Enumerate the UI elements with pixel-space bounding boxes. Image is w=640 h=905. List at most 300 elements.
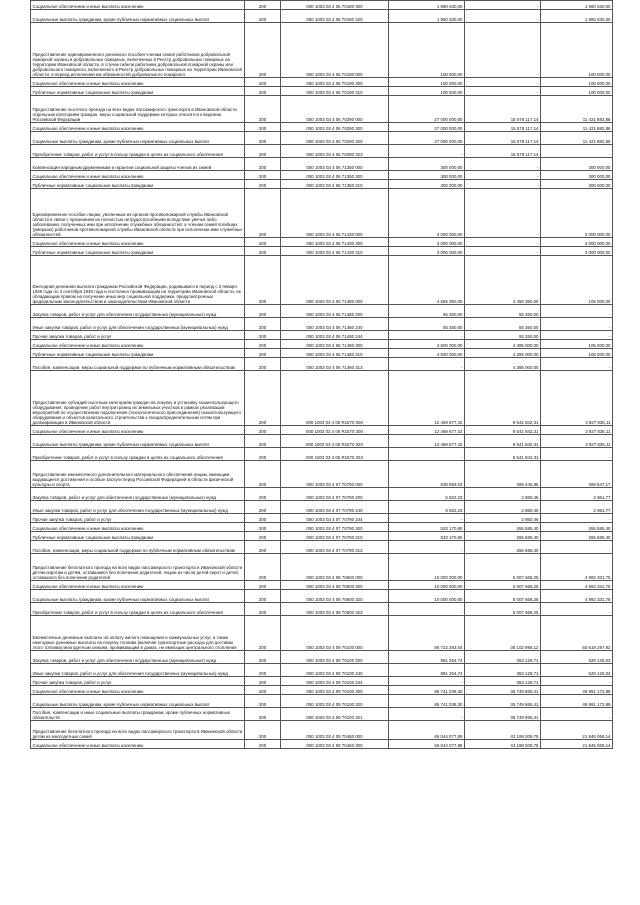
row-classification-code: 000 1003 03 4 07 70790 240	[281, 501, 389, 514]
row-code: 200	[245, 708, 281, 721]
row-executed-amount: 15 578 117,14	[465, 96, 541, 123]
row-classification-code: 000 1003 03 4 06 70190 000	[281, 23, 389, 78]
row-approved-amount: 10 000 000,00	[389, 554, 465, 581]
table-row	[31, 349, 613, 358]
row-classification-code: 000 1003 03 4 06 70290 320	[281, 132, 389, 145]
row-classification-code: 000 1003 03 4 06 71430 000	[281, 189, 389, 238]
row-name: Прочая закупка товаров, работ и услуг	[31, 677, 245, 686]
row-name: Публичные нормативные социальные выплаты гражданам	[31, 180, 245, 189]
row-remaining-amount: 105 000,00	[541, 349, 613, 358]
row-approved-amount: -	[389, 358, 465, 371]
row-executed-amount: 4 450 350,00	[465, 256, 541, 305]
row-classification-code: 000 1003 03 4 07 70790 200	[281, 488, 389, 501]
row-remaining-amount: 21 846 068,14	[541, 721, 613, 740]
row-classification-code: 000 1003 03 4 09 70100 320	[281, 695, 389, 708]
row-executed-amount: 353 129,71	[465, 677, 541, 686]
row-classification-code: 000 1003 03 4 06 70190 300	[281, 78, 389, 87]
row-remaining-amount: -	[541, 603, 613, 616]
row-code: 200	[245, 158, 281, 171]
row-name: Ежегодная денежная выплата гражданам Российской Федерации, родившимся в период с 3 января 1928 года по 3 сентября 1945 года и постоянно проживающим на территории Ивановской области, не обладающим правом на получение иных мер социальной поддержки, предусмотренных федеральным законодательством и законодательством Ивановской области	[31, 256, 245, 305]
table-row	[31, 180, 613, 189]
row-name: Пособия, компенсации и иные социальные выплаты гражданам, кроме публичных нормативных обязательств	[31, 708, 245, 721]
row-code: 200	[245, 132, 281, 145]
row-code: 200	[245, 721, 281, 740]
row-name: Компенсация народным дружинникам и гарантии социальной защиты членов их семей	[31, 158, 245, 171]
row-approved-amount: 10 000 000,00	[389, 581, 465, 590]
row-name: Социальные выплаты гражданам, кроме публичных нормативных социальных выплат	[31, 695, 245, 708]
table-row	[31, 238, 613, 247]
row-code: 200	[245, 461, 281, 488]
row-approved-amount: 27 000 000,00	[389, 96, 465, 123]
row-remaining-amount: -	[541, 331, 613, 340]
row-executed-amount: 35 749 865,41	[465, 686, 541, 695]
row-approved-amount: 300 000,00	[389, 158, 465, 171]
budget-execution-table	[30, 0, 613, 749]
row-name: Социальное обеспечение и иные выплаты населению	[31, 523, 245, 532]
row-executed-amount: 8 541 842,31	[465, 435, 541, 448]
row-executed-amount: -	[465, 1, 541, 10]
table-row	[31, 305, 613, 318]
row-name: Социальные выплаты гражданам, кроме публичных нормативных социальных выплат	[31, 435, 245, 448]
row-remaining-amount: -	[541, 514, 613, 523]
row-approved-amount: 86 722 293,04	[389, 616, 465, 651]
table-row	[31, 247, 613, 256]
row-approved-amount: 3 000 000,00	[389, 238, 465, 247]
row-executed-amount: 2 860,46	[465, 514, 541, 523]
row-remaining-amount: 100 000,00	[541, 78, 613, 87]
row-approved-amount: 1 960 630,00	[389, 1, 465, 10]
row-executed-amount: 8 541 842,31	[465, 426, 541, 435]
row-approved-amount: 85 741 038,30	[389, 686, 465, 695]
row-classification-code: 000 1003 03 4 09 70100 000	[281, 616, 389, 651]
row-classification-code: 000 1003 03 4 06 R1570 000	[281, 371, 389, 426]
table-row	[31, 171, 613, 180]
row-remaining-amount: 2 961,77	[541, 501, 613, 514]
table-row	[31, 523, 613, 532]
row-approved-amount: 100 000,00	[389, 87, 465, 96]
table-row	[31, 501, 613, 514]
row-remaining-amount: -	[541, 305, 613, 318]
row-approved-amount: 533 170,80	[389, 532, 465, 541]
row-remaining-amount: -	[541, 145, 613, 158]
table-row	[31, 708, 613, 721]
row-classification-code: 000 1003 03 4 09 70460 300	[281, 740, 389, 749]
table-row	[31, 448, 613, 461]
row-approved-amount: 27 000 000,00	[389, 132, 465, 145]
row-name: Социальные выплаты гражданам, кроме публичных нормативных социальных выплат	[31, 132, 245, 145]
table-row	[31, 541, 613, 554]
table-row	[31, 96, 613, 123]
row-executed-amount: -	[465, 189, 541, 238]
row-classification-code: 000 1003 03 4 07 70790 244	[281, 514, 389, 523]
row-approved-amount: 538 993,03	[389, 461, 465, 488]
row-approved-amount: 12 469 677,42	[389, 435, 465, 448]
row-name: Закупка товаров, работ и услуг для обеспечения государственных (муниципальных) нужд	[31, 488, 245, 501]
row-classification-code: 000 1003 03 4 06 71350 310	[281, 180, 389, 189]
row-executed-amount: -	[465, 158, 541, 171]
table-row	[31, 158, 613, 171]
row-classification-code: 000 1003 03 4 06 70290 300	[281, 123, 389, 132]
row-classification-code: 000 1003 03 4 06 70180 300	[281, 1, 389, 10]
row-code: 200	[245, 695, 281, 708]
report-page	[30, 0, 612, 749]
row-executed-amount: 8 541 842,31	[465, 448, 541, 461]
row-code: 200	[245, 256, 281, 305]
row-name: Закупка товаров, работ и услуг для обеспечения государственных (муниципальных) нужд	[31, 651, 245, 664]
table-row	[31, 10, 613, 23]
row-remaining-amount: 49 991 172,89	[541, 686, 613, 695]
table-row	[31, 340, 613, 349]
table-row	[31, 123, 613, 132]
table-row	[31, 23, 613, 78]
row-approved-amount: 981 254,74	[389, 651, 465, 664]
row-remaining-amount: 266 585,40	[541, 523, 613, 532]
row-approved-amount: -	[389, 331, 465, 340]
row-remaining-amount: 4 992 331,75	[541, 590, 613, 603]
row-classification-code: 000 1003 03 4 06 71430 310	[281, 247, 389, 256]
row-name: Социальное обеспечение и иные выплаты населению	[31, 171, 245, 180]
row-name: Приобретение товаров, работ и услуг в пользу граждан в целях их социального обеспечения	[31, 448, 245, 461]
row-remaining-amount: 11 421 882,86	[541, 96, 613, 123]
table-row	[31, 664, 613, 677]
row-name: Публичные нормативные социальные выплаты гражданам	[31, 87, 245, 96]
row-remaining-amount: 3 000 000,00	[541, 247, 613, 256]
row-code: 200	[245, 435, 281, 448]
row-executed-amount: 4 395 000,00	[465, 340, 541, 349]
row-approved-amount: 981 254,74	[389, 664, 465, 677]
row-name: Иные закупки товаров, работ и услуг для обеспечения государственных (муниципальных) нужд	[31, 501, 245, 514]
row-remaining-amount: -	[541, 541, 613, 554]
row-executed-amount: 8 541 842,31	[465, 371, 541, 426]
row-approved-amount: 3 000 000,00	[389, 189, 465, 238]
row-name: Предоставление бесплатного проезда на всех видах пассажирского транспорта в Ивановской области детям из многодетных семей	[31, 721, 245, 740]
row-code: 200	[245, 189, 281, 238]
row-executed-amount: -	[465, 238, 541, 247]
row-classification-code: 000 1003 03 4 06 70190 310	[281, 87, 389, 96]
row-classification-code: 000 1003 03 4 06 70290 323	[281, 145, 389, 158]
row-code: 200	[245, 371, 281, 426]
row-code: 200	[245, 331, 281, 340]
row-executed-amount: 35 749 865,41	[465, 695, 541, 708]
row-name: Социальные выплаты гражданам, кроме публичных нормативных социальных выплат	[31, 10, 245, 23]
row-executed-amount: 266 585,40	[465, 541, 541, 554]
row-executed-amount: 36 102 995,12	[465, 616, 541, 651]
row-approved-amount: 300 000,00	[389, 171, 465, 180]
row-remaining-amount: 628 125,03	[541, 664, 613, 677]
row-name: Социальное обеспечение и иные выплаты населению	[31, 123, 245, 132]
row-remaining-amount: 300 000,00	[541, 171, 613, 180]
row-code: 200	[245, 318, 281, 331]
row-executed-amount: 55 350,00	[465, 331, 541, 340]
row-classification-code: 000 1003 03 4 06 R1570 323	[281, 448, 389, 461]
table-row	[31, 461, 613, 488]
row-approved-amount: -	[389, 603, 465, 616]
row-name: Иные закупки товаров, работ и услуг для обеспечения государственных (муниципальных) нужд	[31, 318, 245, 331]
row-remaining-amount: 300 000,00	[541, 158, 613, 171]
row-code: 200	[245, 145, 281, 158]
row-code: 200	[245, 358, 281, 371]
row-approved-amount: 65 044 077,89	[389, 721, 465, 740]
row-name: Публичные нормативные социальные выплаты гражданам	[31, 247, 245, 256]
row-remaining-amount: 50 619 297,92	[541, 616, 613, 651]
row-remaining-amount: 49 991 172,89	[541, 695, 613, 708]
row-remaining-amount: 3 927 835,11	[541, 371, 613, 426]
row-executed-amount: 2 860,46	[465, 501, 541, 514]
row-classification-code: 000 1003 03 4 06 70180 320	[281, 10, 389, 23]
row-name: Социальное обеспечение и иные выплаты населению	[31, 1, 245, 10]
table-row	[31, 603, 613, 616]
row-name: Предоставление единовременного денежного пособия членам семей работников добровольной пожарной охраны и добровольных пожарных, включенных в Реестр добровольных пожарных на территории Ивановской области, в случае гибели работника добровольной пожарной охраны или добровольного пожарного, включенного в Реестр добровольных пожарных на территории Ивановской области, в период исполнения им обязанностей добровольного пожарного	[31, 23, 245, 78]
row-classification-code: 000 1003 03 4 06 R1570 300	[281, 426, 389, 435]
table-row	[31, 740, 613, 749]
table-row	[31, 532, 613, 541]
row-classification-code: 000 1003 03 4 06 71480 300	[281, 340, 389, 349]
row-approved-amount: 1 960 630,00	[389, 10, 465, 23]
row-executed-amount: 43 198 009,75	[465, 721, 541, 740]
row-executed-amount: 4 395 000,00	[465, 349, 541, 358]
row-classification-code: 000 1003 03 4 07 70790 000	[281, 461, 389, 488]
row-executed-amount: -	[465, 87, 541, 96]
table-row	[31, 371, 613, 426]
row-classification-code: 000 1003 03 4 07 70790 300	[281, 523, 389, 532]
row-code: 200	[245, 581, 281, 590]
table-row	[31, 426, 613, 435]
row-approved-amount: 27 000 000,00	[389, 123, 465, 132]
row-code: 200	[245, 238, 281, 247]
row-name: Социальное обеспечение и иные выплаты населению	[31, 581, 245, 590]
row-code: 200	[245, 448, 281, 461]
row-approved-amount: 12 469 677,42	[389, 371, 465, 426]
row-code: 200	[245, 10, 281, 23]
table-row	[31, 590, 613, 603]
row-remaining-amount: -	[541, 677, 613, 686]
table-row	[31, 581, 613, 590]
row-code: 200	[245, 171, 281, 180]
row-name: Публичные нормативные социальные выплаты гражданам	[31, 349, 245, 358]
row-classification-code: 000 1003 03 4 08 70600 300	[281, 581, 389, 590]
row-executed-amount: 5 007 668,25	[465, 581, 541, 590]
row-classification-code: 000 1003 03 4 06 71480 000	[281, 256, 389, 305]
row-classification-code: 000 1003 03 4 09 70100 244	[281, 677, 389, 686]
row-name: Предоставление бесплатного проезда на всех видах пассажирского транспорта в Ивановской области детям-сиротам и детям, оставшимся без попечения родителей, лицам из числа детей-сирот и детей, оставшихся без попечения родителей	[31, 554, 245, 581]
row-executed-amount: -	[465, 23, 541, 78]
row-executed-amount: -	[465, 247, 541, 256]
row-name: Ежемесячные денежные выплаты на оплату жилого помещения и коммунальных услуг, а также ежегодные денежные выплаты на покупку топлива (включая транспортные расходы для доставки этого топлива) многодетным семьям, проживающим в домах, не имеющих центрального отопления	[31, 616, 245, 651]
row-classification-code: 000 1003 03 4 09 70100 300	[281, 686, 389, 695]
table-row	[31, 695, 613, 708]
row-code: 200	[245, 123, 281, 132]
row-classification-code: 000 1003 03 4 08 70600 000	[281, 554, 389, 581]
row-code: 200	[245, 677, 281, 686]
table-row	[31, 78, 613, 87]
row-approved-amount: 4 500 000,00	[389, 349, 465, 358]
row-remaining-amount: 3 000 000,00	[541, 189, 613, 238]
row-name: Приобретение товаров, работ и услуг в пользу граждан в целях их социального обеспечения	[31, 603, 245, 616]
row-remaining-amount: 3 927 835,11	[541, 435, 613, 448]
row-executed-amount: 15 578 117,14	[465, 145, 541, 158]
row-code: 200	[245, 247, 281, 256]
row-executed-amount: 353 129,71	[465, 651, 541, 664]
row-code: 200	[245, 686, 281, 695]
row-approved-amount: 55 350,00	[389, 305, 465, 318]
table-row	[31, 189, 613, 238]
row-code: 200	[245, 78, 281, 87]
row-name: Социальное обеспечение и иные выплаты населению	[31, 238, 245, 247]
row-executed-amount: 269 445,86	[465, 461, 541, 488]
row-classification-code: 000 1003 03 4 06 70290 000	[281, 96, 389, 123]
row-classification-code: 000 1003 03 4 09 70100 321	[281, 708, 389, 721]
row-name: Пособия, компенсации, меры социальной поддержки по публичным нормативным обязательствам	[31, 358, 245, 371]
row-name: Социальное обеспечение и иные выплаты населению	[31, 740, 245, 749]
row-classification-code: 000 1003 03 4 06 71480 240	[281, 318, 389, 331]
row-executed-amount: -	[465, 10, 541, 23]
row-approved-amount: 4 555 350,00	[389, 256, 465, 305]
table-row	[31, 616, 613, 651]
row-classification-code: 000 1003 03 4 09 70460 000	[281, 721, 389, 740]
row-classification-code: 000 1003 03 4 07 70790 313	[281, 541, 389, 554]
row-classification-code: 000 1003 03 4 06 71430 300	[281, 238, 389, 247]
table-body	[31, 1, 613, 749]
row-remaining-amount: 1 960 630,00	[541, 1, 613, 10]
row-code: 200	[245, 514, 281, 523]
row-executed-amount: -	[465, 171, 541, 180]
row-code: 200	[245, 180, 281, 189]
row-approved-amount: 3 000 000,00	[389, 247, 465, 256]
row-remaining-amount: 11 421 882,86	[541, 123, 613, 132]
row-remaining-amount: 3 927 835,11	[541, 426, 613, 435]
row-executed-amount: 2 860,46	[465, 488, 541, 501]
row-executed-amount: 5 007 668,25	[465, 603, 541, 616]
row-name: Предоставление ежемесячного дополнительного материального обеспечения лицам, имеющим выдающиеся достижения и особые заслуги перед Российской Федерацией в области физической культуры и спорта	[31, 461, 245, 488]
row-code: 200	[245, 523, 281, 532]
table-row	[31, 721, 613, 740]
row-approved-amount: -	[389, 708, 465, 721]
table-row	[31, 435, 613, 448]
row-executed-amount: 353 129,71	[465, 664, 541, 677]
table-row	[31, 651, 613, 664]
row-code: 200	[245, 651, 281, 664]
table-row	[31, 87, 613, 96]
row-name: Публичные нормативные социальные выплаты гражданам	[31, 532, 245, 541]
row-classification-code: 000 1003 03 4 09 70100 240	[281, 664, 389, 677]
row-classification-code: 000 1003 03 4 06 71480 310	[281, 349, 389, 358]
row-executed-amount: 15 578 117,14	[465, 123, 541, 132]
row-remaining-amount: 105 000,00	[541, 340, 613, 349]
row-code: 200	[245, 305, 281, 318]
table-row	[31, 677, 613, 686]
row-approved-amount: 85 741 038,30	[389, 695, 465, 708]
row-code: 200	[245, 603, 281, 616]
row-approved-amount: -	[389, 677, 465, 686]
table-row	[31, 318, 613, 331]
row-remaining-amount: 105 000,00	[541, 256, 613, 305]
row-approved-amount: 10 000 000,00	[389, 590, 465, 603]
row-remaining-amount: 100 000,00	[541, 87, 613, 96]
row-executed-amount: 266 585,40	[465, 532, 541, 541]
row-approved-amount: 12 469 677,42	[389, 426, 465, 435]
row-executed-amount: -	[465, 78, 541, 87]
table-row	[31, 1, 613, 10]
row-name: Социальное обеспечение и иные выплаты населению	[31, 78, 245, 87]
row-name: Социальные выплаты гражданам, кроме публичных нормативных социальных выплат	[31, 590, 245, 603]
row-remaining-amount: -	[541, 708, 613, 721]
row-classification-code: 000 1003 03 4 06 71480 244	[281, 331, 389, 340]
row-classification-code: 000 1003 03 4 08 70600 323	[281, 603, 389, 616]
row-remaining-amount: 300 000,00	[541, 180, 613, 189]
row-remaining-amount: 4 992 331,75	[541, 581, 613, 590]
row-approved-amount: -	[389, 541, 465, 554]
row-approved-amount: 533 170,80	[389, 523, 465, 532]
row-approved-amount: 100 000,00	[389, 78, 465, 87]
row-classification-code: 000 1003 03 4 06 71350 000	[281, 158, 389, 171]
row-remaining-amount: 269 547,17	[541, 461, 613, 488]
row-code: 200	[245, 541, 281, 554]
row-executed-amount: 55 350,00	[465, 318, 541, 331]
row-code: 200	[245, 349, 281, 358]
row-name: Социальное обеспечение и иные выплаты населению	[31, 686, 245, 695]
row-code: 200	[245, 501, 281, 514]
row-remaining-amount: -	[541, 318, 613, 331]
row-executed-amount: -	[465, 180, 541, 189]
row-approved-amount: 55 350,00	[389, 318, 465, 331]
row-remaining-amount: 11 421 882,86	[541, 132, 613, 145]
row-name: Предоставление субсидий льготным категориям граждан на покупку и установку газоиспользующего оборудования, проведение работ внутри границ их земельных участков в рамках реализации мероприятий по осуществлению подключения (технологического присоединения) газоиспользующего оборудования и объектов капитального строительства к газораспределительным сетям при догазификации в Ивановской области	[31, 371, 245, 426]
row-name: Социальное обеспечение и иные выплаты населению	[31, 340, 245, 349]
row-code: 200	[245, 554, 281, 581]
table-row	[31, 686, 613, 695]
row-code: 200	[245, 740, 281, 749]
row-executed-amount: 15 578 117,14	[465, 132, 541, 145]
row-remaining-amount: -	[541, 358, 613, 371]
row-name: Закупка товаров, работ и услуг для обеспечения государственных (муниципальных) нужд	[31, 305, 245, 318]
row-classification-code: 000 1003 03 4 06 71480 313	[281, 358, 389, 371]
table-row	[31, 488, 613, 501]
row-code: 200	[245, 1, 281, 10]
row-executed-amount: 4 395 000,00	[465, 358, 541, 371]
row-name: Предоставление льготного проезда на всех видах пассажирского транспорта в Ивановской области отдельным категориям граждан, меры социальной поддержки которых относятся к ведению Российской Федерации	[31, 96, 245, 123]
row-code: 200	[245, 532, 281, 541]
row-name: Прочая закупка товаров, работ и услуг	[31, 331, 245, 340]
row-approved-amount: -	[389, 514, 465, 523]
row-executed-amount: 5 007 668,25	[465, 590, 541, 603]
row-executed-amount: 55 350,00	[465, 305, 541, 318]
row-approved-amount: 100 000,00	[389, 23, 465, 78]
row-approved-amount: -	[389, 145, 465, 158]
row-executed-amount: 43 198 009,75	[465, 740, 541, 749]
row-classification-code: 000 1003 03 4 06 R1570 320	[281, 435, 389, 448]
table-row	[31, 145, 613, 158]
table-row	[31, 554, 613, 581]
row-classification-code: 000 1003 03 4 08 70600 320	[281, 590, 389, 603]
row-name: Прочая закупка товаров, работ и услуг	[31, 514, 245, 523]
row-approved-amount: -	[389, 448, 465, 461]
row-code: 200	[245, 590, 281, 603]
row-name: Иные закупки товаров, работ и услуг для обеспечения государственных (муниципальных) нужд	[31, 664, 245, 677]
row-code: 200	[245, 340, 281, 349]
row-remaining-amount: 4 992 331,75	[541, 554, 613, 581]
row-code: 200	[245, 616, 281, 651]
row-approved-amount: 5 822,23	[389, 501, 465, 514]
table-row	[31, 331, 613, 340]
row-name: Пособия, компенсации, меры социальной поддержки по публичным нормативным обязательствам	[31, 541, 245, 554]
row-remaining-amount: 21 846 068,14	[541, 740, 613, 749]
row-remaining-amount: 1 960 630,00	[541, 10, 613, 23]
row-executed-amount: 266 585,40	[465, 523, 541, 532]
row-remaining-amount: -	[541, 448, 613, 461]
row-approved-amount: 65 044 077,89	[389, 740, 465, 749]
row-name: Приобретение товаров, работ и услуг в пользу граждан в целях их социального обеспечения	[31, 145, 245, 158]
row-executed-amount: 5 007 668,25	[465, 554, 541, 581]
